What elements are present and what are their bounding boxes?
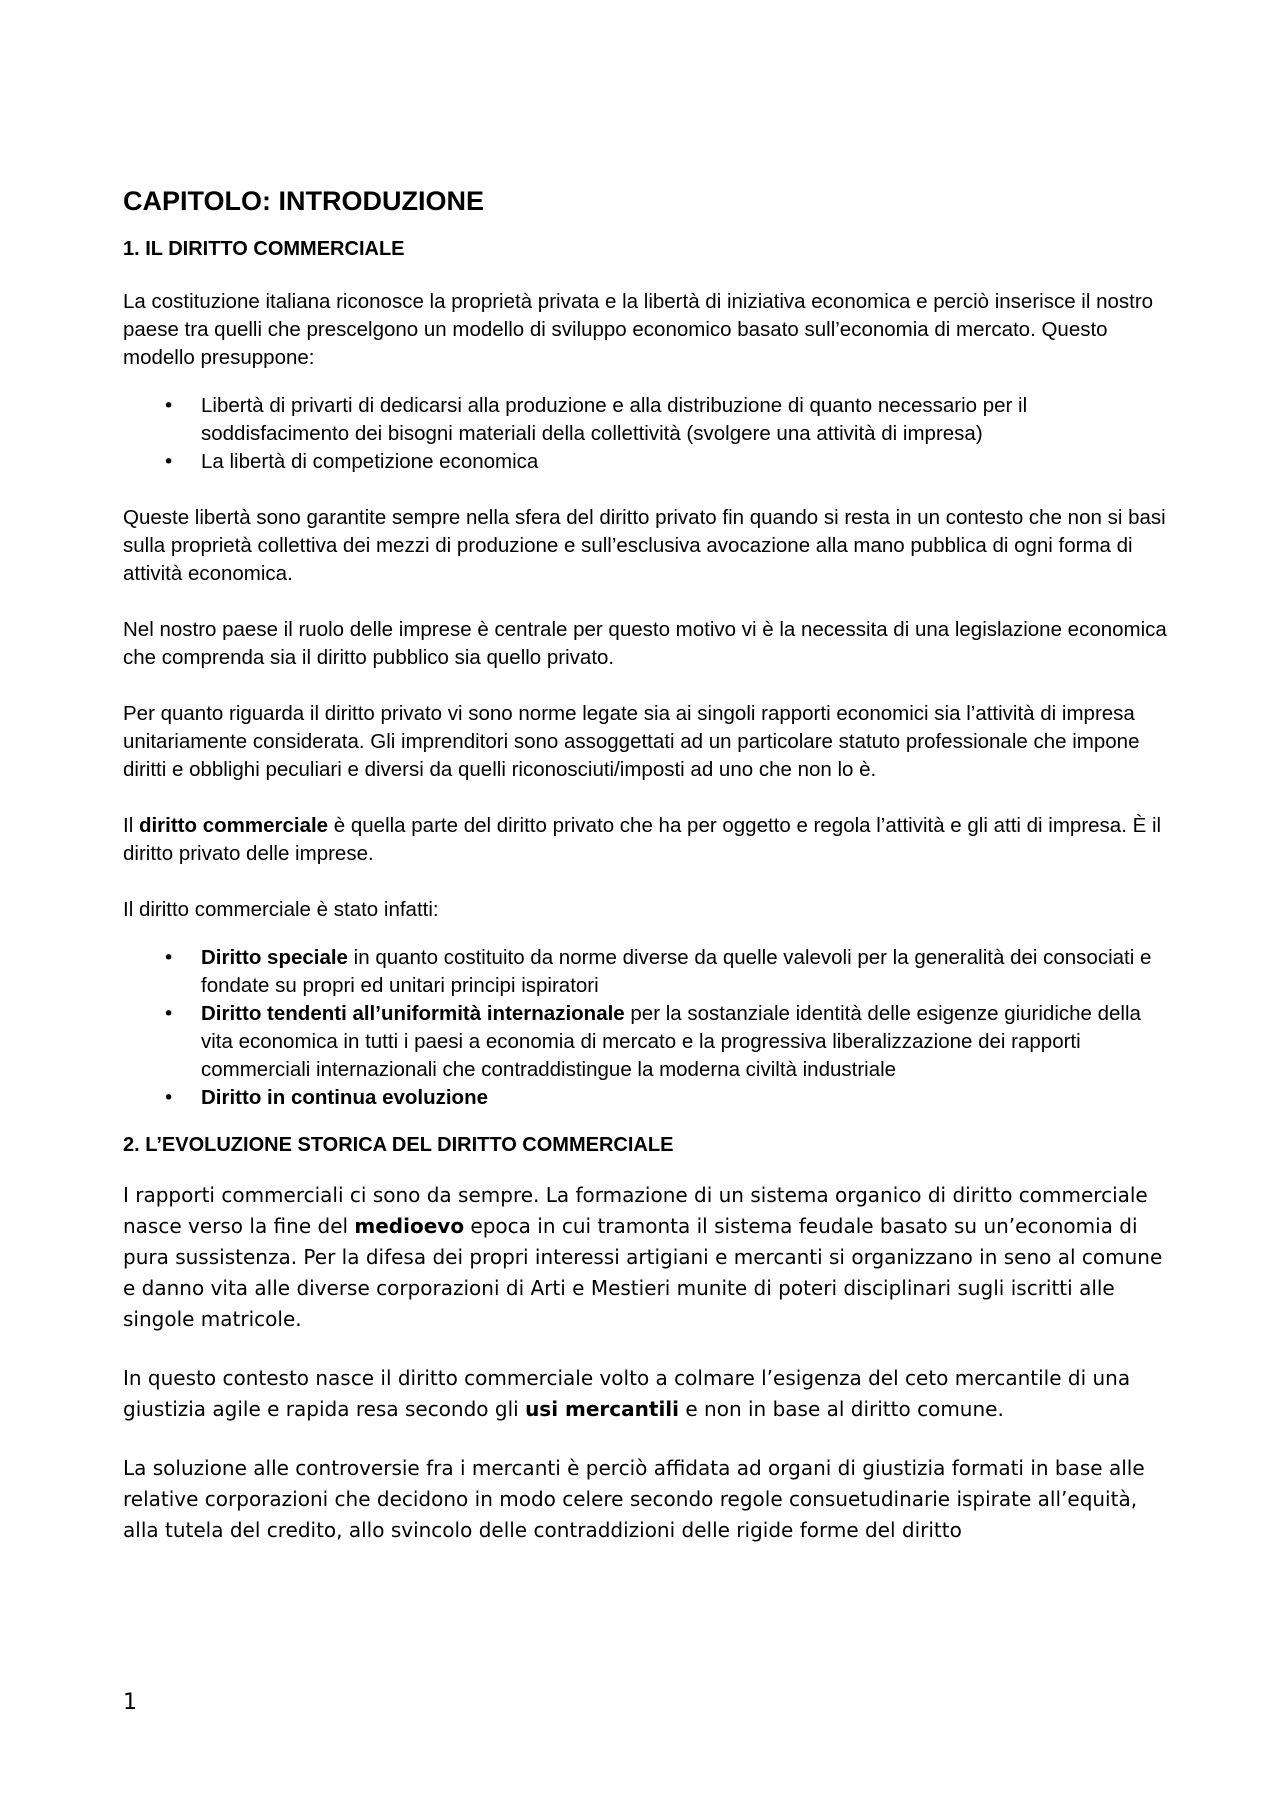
list-item [123,944,1168,1000]
paragraph: Nel nostro paese il ruolo delle imprese è centrale per questo motivo vi è la necessita di una legislazione economica che comprenda sia il diritto pubblico sia quello privato. [123,618,1167,669]
bullet-list [123,944,1168,1112]
text-run: è quella parte del diritto privato che ha per oggetto e regola l’attività e gli atti di impresa. È il diritto privato delle imprese. [123,814,1162,865]
paragraph: La soluzione alle controversie fra i mercanti è perciò affidata ad organi di giustizia formati in base alle relative corporazioni che decidono in modo celere secondo regole consuetudinarie ispirate all’equità, alla tutela del credito, allo svincolo delle contraddizioni delle rigide forme del diritto [123,1456,1145,1542]
list-item [123,1000,1168,1084]
text-run: e non in base al diritto comune. [679,1397,1004,1421]
text-run: per la sostanziale identità delle esigenze giuridiche della vita economica in tutti i paesi a economia di mercato e la progressiva liberalizzazione dei rapporti commerciali internazionali che contraddistingue la moderna civiltà industriale [201,1002,1141,1081]
text-run: epoca in cui tramonta il sistema feudale basato su un’economia di pura sussistenza. Per la difesa dei propri interessi artigiani e mercanti si organizzano in seno al comune e danno vita alle diverse corporazioni di Arti e Mestieri munite di poteri disciplinari sugli iscritti alle singole matricole. [123,1214,1163,1331]
bold-term: Diritto speciale [201,946,348,969]
bold-term: Diritto tendenti all’uniformità internazionale [201,1002,625,1025]
bold-term: usi mercantili [525,1397,680,1421]
page-number: 1 [123,1690,137,1715]
section-title-1: 1. IL DIRITTO COMMERCIALE [123,238,405,260]
paragraph [123,812,1168,868]
text-run: in quanto costituito da norme diverse da quelle valevoli per la generalità dei consociati e fondate su propri ed unitari principi ispiratori [201,946,1152,997]
text-run: In questo contesto nasce il diritto commerciale volto a colmare l’esigenza del ceto mercantile di una giustizia agile e rapida resa secondo gli [123,1366,1131,1421]
list-item: • Libertà di privarti di dedicarsi alla produzione e alla distribuzione di quanto necessario per il soddisfacimento dei bisogni materiali della collettività (svolgere una attività di impresa) [123,392,1168,448]
bullet-list [123,392,1168,476]
paragraph [123,1180,1168,1335]
list-item [123,1084,1168,1112]
bold-term: diritto commerciale [138,814,329,837]
text-run: I rapporti commerciali ci sono da sempre. La formazione di un sistema organico di diritto commerciale nasce verso la fine del [123,1183,1148,1238]
chapter-title: CAPITOLO: INTRODUZIONE [123,186,484,216]
list-item: • La libertà di competizione economica [123,448,1168,476]
text-run: Il [123,814,139,837]
paragraph: Queste libertà sono garantite sempre nella sfera del diritto privato fin quando si resta in un contesto che non si basi sulla proprietà collettiva dei mezzi di produzione e sull’esclusiva avocazione alla mano pubblica di ogni forma di attività economica. [123,506,1166,585]
paragraph: Il diritto commerciale è stato infatti: [123,898,439,921]
section-2-body [123,1180,1168,1546]
document-page [123,180,1168,1546]
bold-term: Diritto in continua evoluzione [201,1086,488,1109]
bold-term: medioevo [354,1214,465,1238]
paragraph [123,1363,1168,1425]
paragraph: Per quanto riguarda il diritto privato vi sono norme legate sia ai singoli rapporti economici sia l’attività di impresa unitariamente considerata. Gli imprenditori sono assoggettati ad un particolare statuto professionale che impone diritti e obblighi peculiari e diversi da quelli riconosciuti/imposti ad uno che non lo è. [123,702,1140,781]
section-title-2: 2. L’EVOLUZIONE STORICA DEL DIRITTO COMMERCIALE [123,1134,674,1156]
paragraph: La costituzione italiana riconosce la proprietà privata e la libertà di iniziativa economica e perciò inserisce il nostro paese tra quelli che prescelgono un modello di sviluppo economico basato sull’economia di mercato. Questo modello presuppone: [123,290,1154,369]
